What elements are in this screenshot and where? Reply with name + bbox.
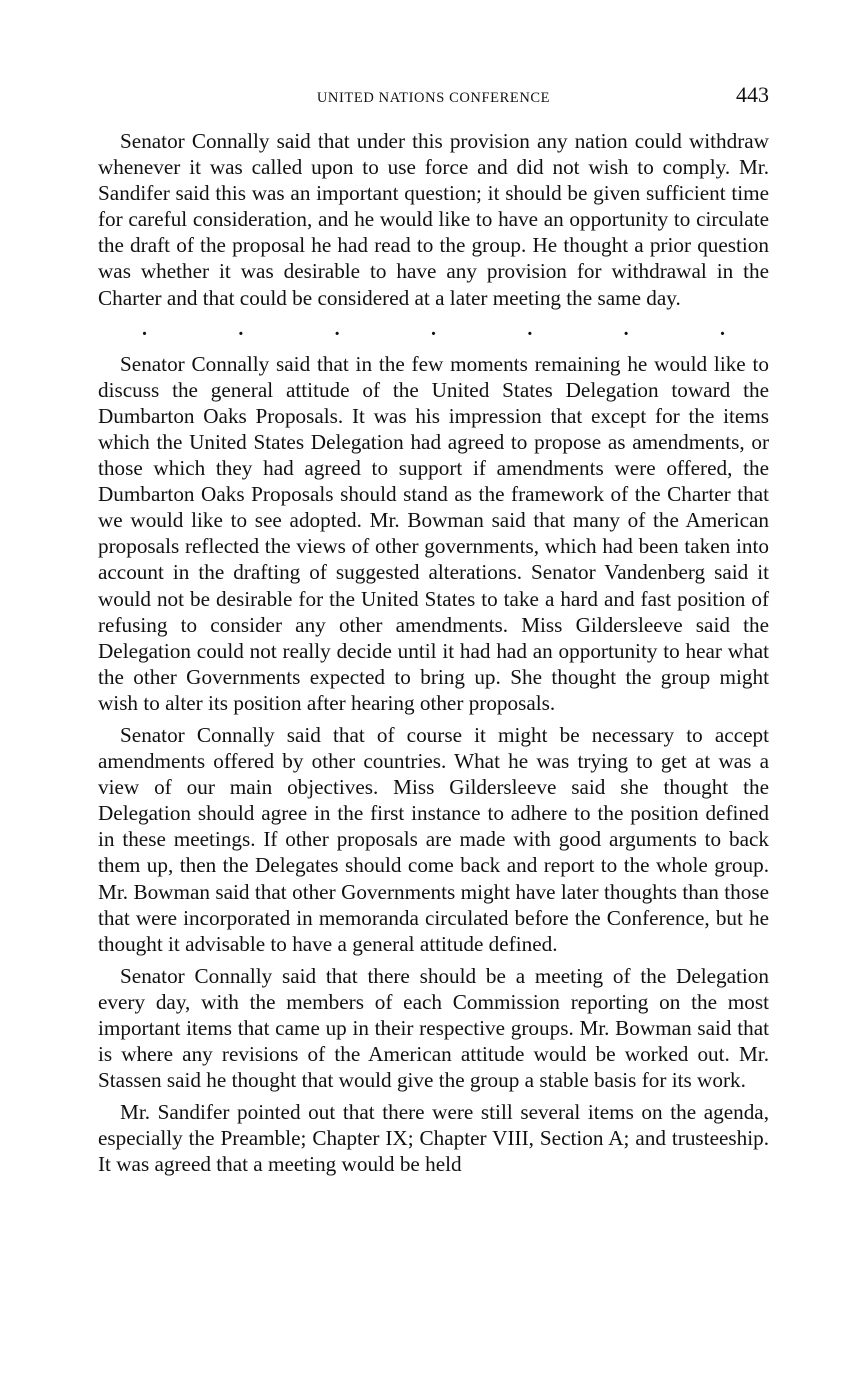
ellipsis-dot: .: [623, 317, 629, 340]
ellipsis-dot: .: [238, 317, 244, 340]
running-head: [98, 82, 769, 112]
body-text: [98, 128, 769, 1178]
ellipsis-dot: .: [430, 317, 436, 340]
page-number: 443: [736, 82, 769, 107]
ellipsis-dot: .: [142, 317, 147, 340]
ellipsis-dot: .: [527, 317, 533, 340]
ellipsis-dot: .: [334, 317, 340, 340]
paragraph-3: Senator Connally said that of course it might be necessary to accept amendments offered by other countries. What he was trying to get at was a view of our main objectives. Miss Gildersleeve said she thought the Delegation should agree in the first instance to adhere to the position defined in these meetings. If other proposals are made with good arguments to back them up, then the Delegates should come back and report to the whole group. Mr. Bowman said that other Governments might have later thoughts than those that were incorporated in memoranda circulated before the Conference, but he thought it advisable to have a general attitude defined.: [98, 722, 769, 956]
paragraph-4: Senator Connally said that there should be a meeting of the Delegation every day, with the members of each Commission reporting on the most important items that came up in their respective groups. Mr. Bowman said that is where any revisions of the American attitude would be worked out. Mr. Stassen said he thought that would give the group a stable basis for its work.: [98, 963, 769, 1093]
paragraph-1: Senator Connally said that under this provision any nation could withdraw whenever it was called upon to use force and did not wish to comply. Mr. Sandifer said this was an important question; it should be given sufficient time for careful consideration, and he would like to have an opportunity to circulate the draft of the proposal he had read to the group. He thought a prior question was whether it was desirable to have any provision for withdrawal in the Charter and that could be considered at a later meeting the same day.: [98, 129, 769, 310]
running-head-title: UNITED NATIONS CONFERENCE: [316, 90, 551, 106]
paragraph-5: Mr. Sandifer pointed out that there were still several items on the agenda, especially the Preamble; Chapter IX; Chapter VIII, Section A; and trusteeship. It was agreed that a meeting would be held: [98, 1100, 769, 1177]
ellipsis-dot: .: [719, 317, 725, 340]
omission-ellipsis: [98, 311, 769, 347]
paragraph-2: Senator Connally said that in the few moments remaining he would like to discuss the general attitude of the United States Delegation toward the Dumbarton Oaks Proposals. It was his impression that except for the items which the United States Delegation had agreed to propose as amendments, or those which they had agreed to support if amendments were offered, the Dumbarton Oaks Proposals should stand as the framework of the Charter that we would like to see adopted. Mr. Bowman said that many of the American proposals reflected the views of other governments, which had been taken into account in the drafting of suggested alterations. Senator Vandenberg said it would not be desirable for the United States to take a hard and fast position of refusing to consider any other amendments. Miss Gildersleeve said the Delegation could not really decide until it had had an opportunity to hear what the other Governments expected to bring up. She thought the group might wish to alter its position after hearing other proposals.: [98, 351, 769, 715]
